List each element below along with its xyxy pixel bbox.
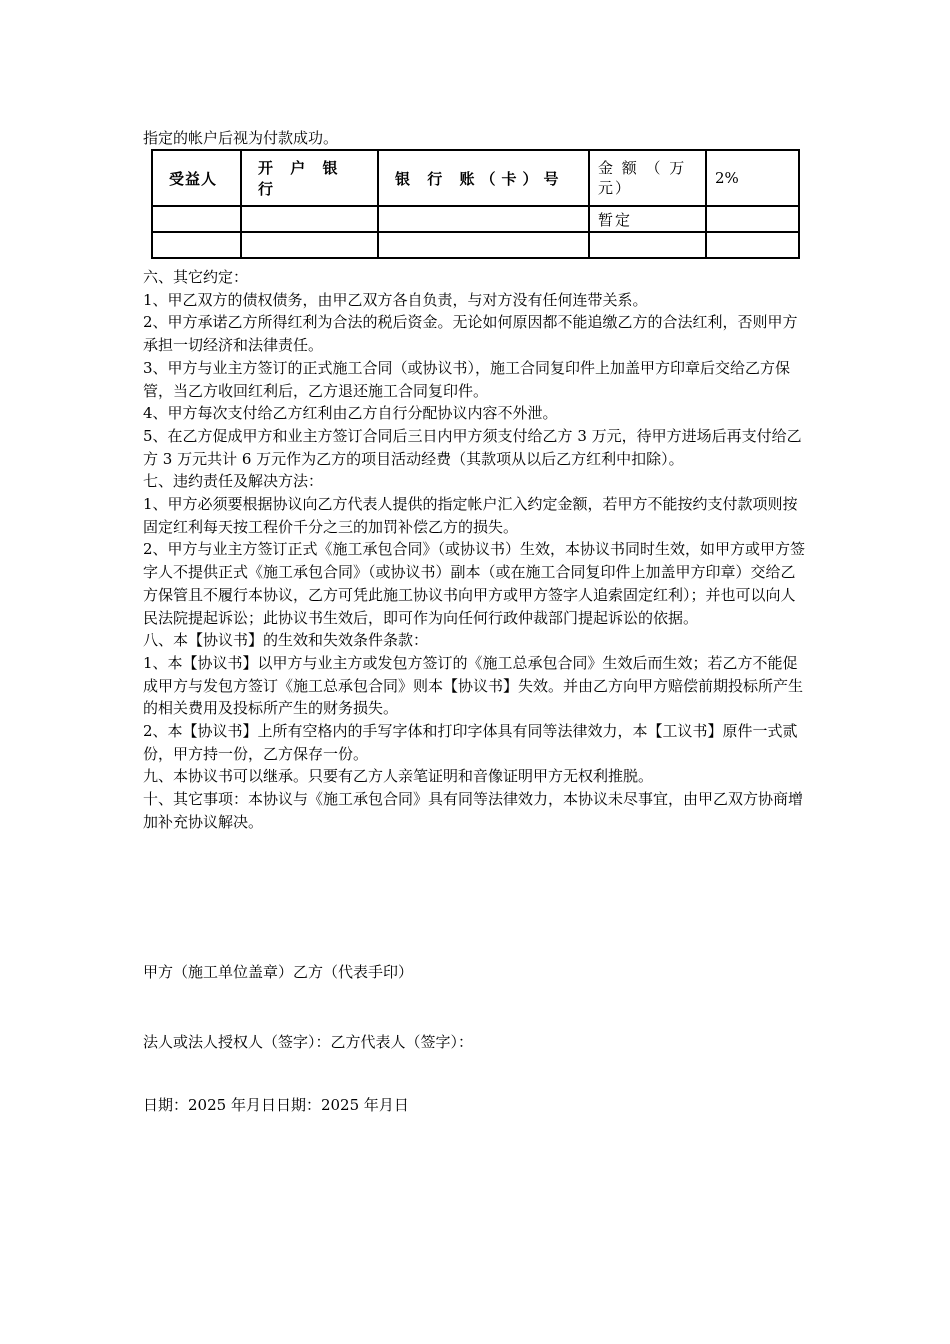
table-cell	[152, 206, 241, 232]
table-cell	[241, 206, 378, 232]
section-heading-6: 六、其它约定：	[143, 268, 249, 286]
table-cell	[378, 232, 589, 258]
table-cell	[706, 206, 799, 232]
clause-6-2: 2、甲方承诺乙方所得红利为合法的税后资金。无论如何原因都不能追缴乙方的合法红利，否则甲方承担一切经济和法律责任。	[143, 313, 798, 355]
clause-8-1: 1、本【协议书】以甲方与业主方或发包方签订的《施工总承包合同》生效后而生效；若乙方不能促成甲方与发包方签订《施工总承包合同》则本【协议书】失效。并由乙方向甲方赔偿前期投标所产生的相关费用及投标所产生的财务损失。	[143, 653, 804, 718]
table-row	[152, 206, 799, 232]
signature-dates: 日期：2025 年月日日期：2025 年月日	[143, 1096, 409, 1114]
agreement-body	[143, 266, 808, 834]
payment-table	[151, 149, 800, 259]
table-cell	[589, 232, 706, 258]
section-10: 十、其它事项：本协议与《施工承包合同》具有同等法律效力，本协议未尽事宜，由甲乙双方协商增加补充协议解决。	[143, 790, 804, 831]
header-account: 银 行 账（卡）号	[378, 150, 589, 206]
clause-6-1: 1、甲乙双方的债权债务，由甲乙双方各自负责，与对方没有任何连带关系。	[143, 290, 648, 309]
section-heading-7: 七、违约责任及解决方法：	[143, 472, 324, 491]
intro-line: 指定的帐户后视为付款成功。	[143, 129, 339, 147]
clause-6-3: 3、甲方与业主方签订的正式施工合同（或协议书），施工合同复印件上加盖甲方印章后交给乙方保管，当乙方收回红利后，乙方退还施工合同复印件。	[143, 358, 791, 400]
clause-6-4: 4、甲方每次支付给乙方红利由乙方自行分配协议内容不外泄。	[143, 404, 558, 423]
signature-parties: 甲方（施工单位盖章）乙方（代表手印）	[143, 963, 414, 981]
table-cell: 暂定	[589, 206, 706, 232]
clause-7-1: 1、甲方必须要根据协议向乙方代表人提供的指定帐户汇入约定金额，若甲方不能按约支付款项则按固定红利每天按工程价千分之三的加罚补偿乙方的损失。	[143, 495, 798, 536]
table-cell	[378, 206, 589, 232]
table-cell	[706, 232, 799, 258]
clause-7-2: 2、甲方与业主方签订正式《施工承包合同》（或协议书）生效，本协议书同时生效，如甲方或甲方签字人不提供正式《施工承包合同》（或协议书）副本（或在施工合同复印件上加盖甲方印章）交给乙方保管且不履行本协议，乙方可凭此施工协议书向甲方或甲方签字人追索固定红利）；并也可以向人民法院提起诉讼；此协议书生效后，即可作为向任何行政仲裁部门提起诉讼的依据。	[143, 540, 806, 627]
header-bank: 开 户 银 行	[241, 150, 378, 206]
clause-8-2: 2、本【协议书】上所有空格内的手写字体和打印字体具有同等法律效力，本【工议书】原件一式贰份，甲方持一份，乙方保存一份。	[143, 722, 798, 763]
table-header-row	[152, 150, 799, 206]
table-cell	[152, 232, 241, 258]
header-beneficiary: 受益人	[152, 150, 241, 206]
header-percent: 2%	[706, 150, 799, 206]
clause-6-5: 5、在乙方促成甲方和业主方签订合同后三日内甲方须支付给乙方 3 万元，待甲方进场后再支付给乙方 3 万元共计 6 万元作为乙方的项目活动经费（其款项从以后乙方红利中扣除）。	[143, 426, 802, 468]
header-amount: 金 额 （ 万 元）	[589, 150, 706, 206]
section-heading-8: 八、本【协议书】的生效和失效条件条款：	[143, 631, 429, 650]
section-9: 九、本协议书可以继承。只要有乙方人亲笔证明和音像证明甲方无权利推脱。	[143, 767, 654, 786]
signature-signers: 法人或法人授权人（签字）：乙方代表人（签字）：	[143, 1033, 474, 1051]
table-cell	[241, 232, 378, 258]
table-row	[152, 232, 799, 258]
